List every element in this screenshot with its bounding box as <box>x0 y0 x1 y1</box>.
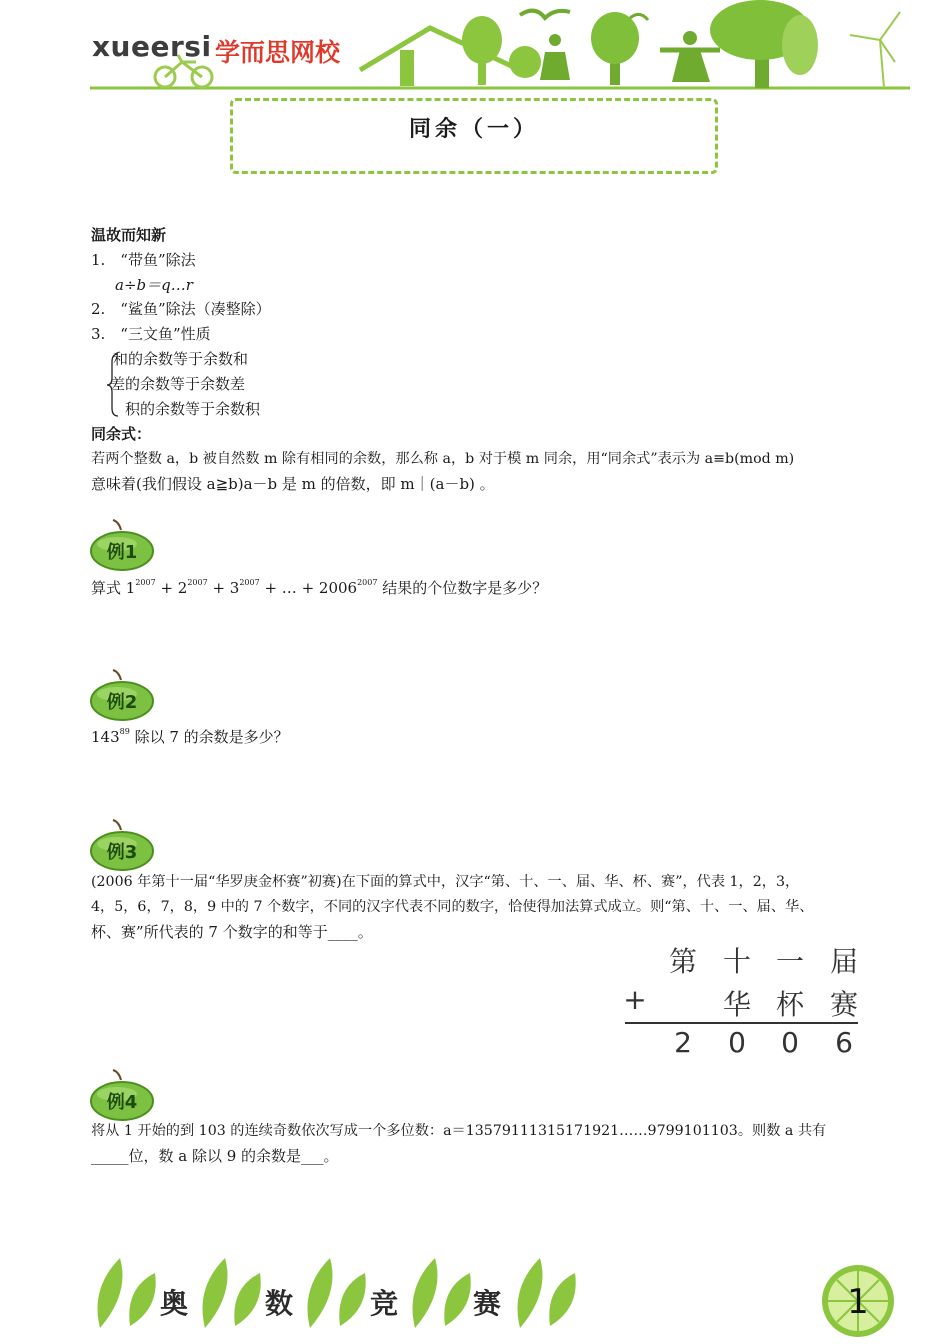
addition-row-2 <box>625 983 860 1023</box>
property-product: 积的余数等于余数积 <box>125 400 261 418</box>
review-item-3: 3. “三文鱼”性质 <box>91 325 211 343</box>
brand-logo: xueersi <box>92 30 212 63</box>
example-3-badge-icon <box>89 818 155 872</box>
sum-digit-3: 0 <box>781 1026 799 1059</box>
footer-word-1: 奥 <box>160 1287 189 1320</box>
page-number: 1 <box>847 1282 869 1322</box>
addend-2-digit-1: 华 <box>722 988 751 1021</box>
example-2-question: $143^{89}$ 除以 7 的余数是多少？ <box>91 727 289 746</box>
example-1-badge-icon <box>89 518 155 572</box>
windmill-icon <box>850 12 900 88</box>
addition-result <box>625 1026 860 1066</box>
addition-rule <box>625 1022 858 1024</box>
footer-word-4: 赛 <box>473 1287 502 1320</box>
addend-2-digit-3: 赛 <box>829 988 858 1021</box>
sum-digit-2: 0 <box>728 1026 746 1059</box>
example-3-line-2: 4，5，6，7，8，9 中的 7 个数字，不同的汉字代表不同的数字，恰使得加法算式成立。则“第、十、一、届、华、 <box>91 899 814 915</box>
sum-digit-1: 2 <box>674 1026 692 1059</box>
svg-text:例2: 例2 <box>106 692 138 713</box>
property-difference: 差的余数等于余数差 <box>110 375 246 393</box>
addend-2-digit-2: 杯 <box>775 988 804 1021</box>
addend-1-digit-4: 届 <box>829 945 858 978</box>
page-title: 同余（一） <box>408 116 539 142</box>
example-2-badge-icon <box>89 668 155 722</box>
congruence-definition: 若两个整数 a，b 被自然数 m 除有相同的余数，那么称 a，b 对于模 m 同余，用“同余式”表示为 a≡b(mod m) <box>91 451 795 467</box>
review-item-2: 2. “鲨鱼”除法（凑整除） <box>91 300 271 318</box>
footer-word-3: 竞 <box>370 1287 399 1320</box>
lime-slice-icon <box>820 1263 896 1339</box>
addend-1-digit-1: 第 <box>668 945 697 978</box>
svg-text:例1: 例1 <box>106 542 138 563</box>
footer-word-2: 数 <box>265 1287 294 1320</box>
review-item-1: 1. “带鱼”除法 <box>91 251 196 269</box>
review-heading: 温故而知新 <box>91 226 167 244</box>
addend-1-digit-3: 一 <box>775 945 804 978</box>
brand-name-cn: 学而思网校 <box>215 38 341 67</box>
addend-1-digit-2: 十 <box>722 945 751 978</box>
example-4-line-2: _____位，数 a 除以 9 的余数是___。 <box>91 1147 339 1165</box>
property-sum: 和的余数等于余数和 <box>113 350 249 368</box>
svg-text:例3: 例3 <box>106 842 138 863</box>
example-4-badge-icon <box>89 1068 155 1122</box>
plus-sign: + <box>623 983 647 1016</box>
example-1-question: 算式 $1^{2007} + 2^{2007} + 3^{2007}$ + … + $2006^{2007}$ 结果的个位数字是多少？ <box>91 578 548 597</box>
example-3-line-3: 杯、赛”所代表的 7 个数字的和等于____。 <box>91 923 373 941</box>
svg-text:例4: 例4 <box>106 1092 138 1113</box>
division-formula: a÷b＝q…r <box>115 276 193 294</box>
congruence-meaning: 意味着(我们假设 a≧b)a－b 是 m 的倍数，即 m｜(a－b) 。 <box>91 475 495 493</box>
sum-digit-4: 6 <box>835 1026 853 1059</box>
example-3-line-1: (2006 年第十一届“华罗庚金杯赛”初赛)在下面的算式中，汉字“第、十、一、届、华、杯、赛”，代表 1，2，3， <box>91 874 800 890</box>
addition-row-1 <box>625 940 860 980</box>
example-4-line-1: 将从 1 开始的到 103 的连续奇数依次写成一个多位数：a＝13579111315171921……9799101103。则数 a 共有 <box>91 1123 827 1139</box>
congruence-heading: 同余式： <box>91 425 152 443</box>
bird-icon <box>520 11 570 18</box>
